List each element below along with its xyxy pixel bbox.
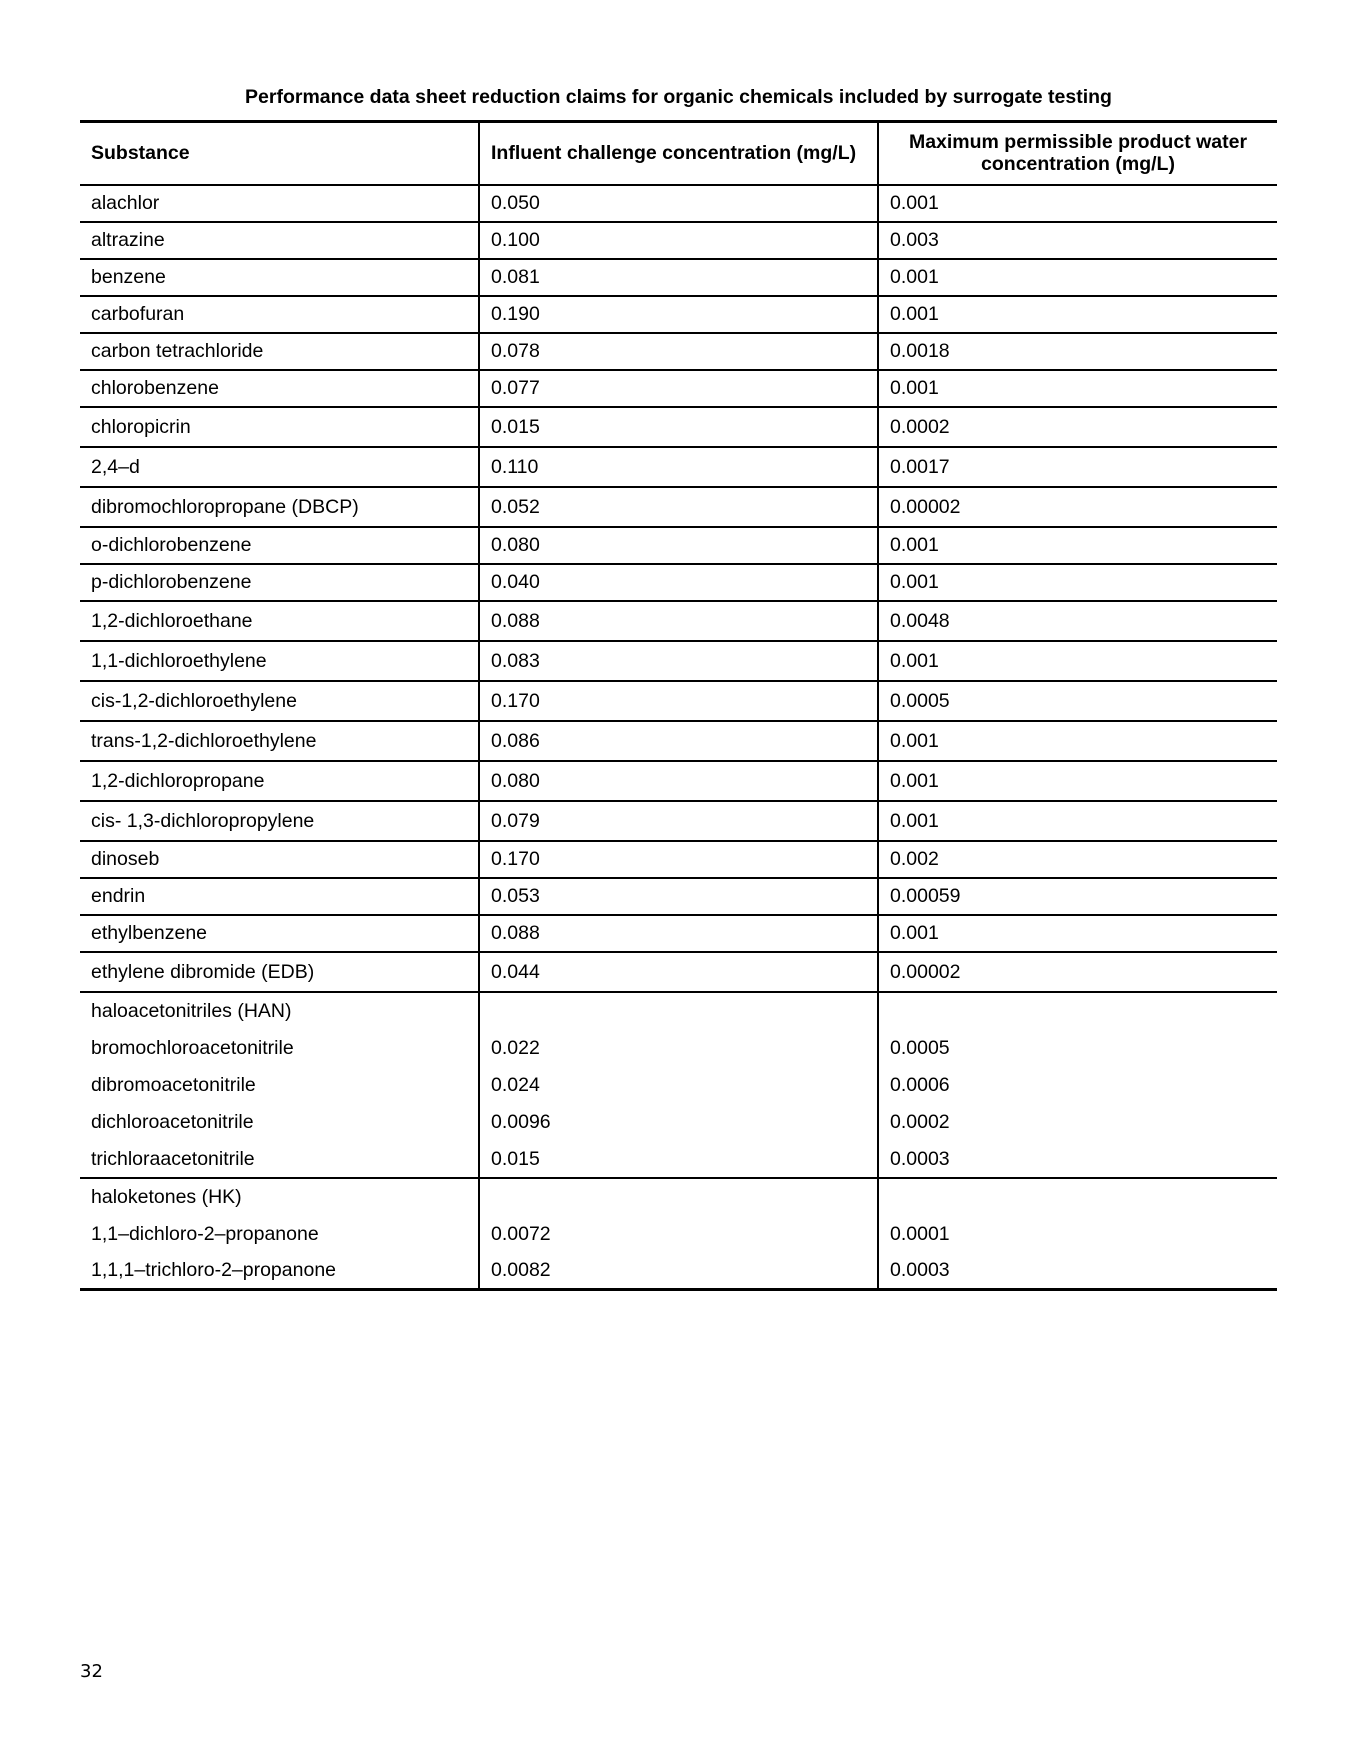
max-permissible-cell: 0.0003 <box>878 1141 1277 1178</box>
empty-cell <box>878 992 1277 1030</box>
influent-cell: 0.015 <box>479 1141 878 1178</box>
substance-cell: 2,4–d <box>91 455 140 478</box>
max-permissible-cell: 0.001 <box>878 641 1277 681</box>
influent-cell: 0.015 <box>479 407 878 447</box>
influent-cell: 0.110 <box>479 447 878 487</box>
max-permissible-cell: 0.0017 <box>878 447 1277 487</box>
max-permissible-cell: 0.002 <box>878 841 1277 878</box>
influent-cell: 0.170 <box>479 841 878 878</box>
group-item-row <box>80 1216 1277 1253</box>
influent-cell: 0.083 <box>479 641 878 681</box>
influent-cell: 0.022 <box>479 1030 878 1067</box>
max-permissible-cell: 0.001 <box>878 801 1277 841</box>
influent-cell: 0.0072 <box>479 1216 878 1253</box>
substance-cell: carbofuran <box>91 303 185 325</box>
table-row <box>80 801 1277 841</box>
substance-cell: 1,1-dichloroethylene <box>91 649 267 672</box>
max-permissible-cell: 0.0003 <box>878 1253 1277 1290</box>
influent-cell: 0.053 <box>479 878 878 915</box>
influent-cell: 0.088 <box>479 601 878 641</box>
max-permissible-cell: 0.0005 <box>878 1030 1277 1067</box>
influent-cell: 0.050 <box>479 185 878 222</box>
table-row <box>80 222 1277 259</box>
substance-cell: ethylbenzene <box>91 922 208 944</box>
max-permissible-cell: 0.001 <box>878 296 1277 333</box>
table-title: Performance data sheet reduction claims for organic chemicals included by surrogate testing <box>245 86 1112 108</box>
influent-cell: 0.080 <box>479 761 878 801</box>
max-permissible-cell: 0.001 <box>878 564 1277 601</box>
substance-cell: o-dichlorobenzene <box>91 534 252 556</box>
max-permissible-cell: 0.001 <box>878 761 1277 801</box>
influent-cell: 0.024 <box>479 1067 878 1104</box>
table-row <box>80 487 1277 527</box>
substance-cell: dinoseb <box>91 848 160 870</box>
influent-cell: 0.100 <box>479 222 878 259</box>
max-permissible-cell: 0.00059 <box>878 878 1277 915</box>
substance-cell: p-dichlorobenzene <box>91 571 252 593</box>
table-row <box>80 259 1277 296</box>
max-permissible-cell: 0.001 <box>878 721 1277 761</box>
table-row <box>80 447 1277 487</box>
table-row <box>80 564 1277 601</box>
max-permissible-cell: 0.0002 <box>878 407 1277 447</box>
substance-cell: chlorobenzene <box>91 377 219 399</box>
table-row <box>80 761 1277 801</box>
header-substance: Substance <box>91 142 190 165</box>
influent-cell: 0.0096 <box>479 1104 878 1141</box>
substance-cell: ethylene dibromide (EDB) <box>91 960 315 983</box>
substance-cell: chloropicrin <box>91 415 191 438</box>
max-permissible-cell: 0.001 <box>878 259 1277 296</box>
substance-cell: 1,1,1–trichloro-2–propanone <box>91 1259 337 1282</box>
table-row <box>80 407 1277 447</box>
influent-cell: 0.170 <box>479 681 878 721</box>
influent-cell: 0.080 <box>479 527 878 564</box>
max-permissible-cell: 0.001 <box>878 915 1277 952</box>
substance-cell: alachlor <box>91 192 160 214</box>
empty-cell <box>479 992 878 1030</box>
header-max-permissible: Maximum permissible product water concentration (mg/L) <box>878 122 1277 185</box>
page-number: 32 <box>80 1661 103 1682</box>
substance-cell: trans-1,2-dichloroethylene <box>91 729 317 752</box>
group-name-cell: haloketones (HK) <box>91 1186 242 1208</box>
substance-cell: cis- 1,3-dichloropropylene <box>91 809 315 832</box>
max-permissible-cell: 0.0006 <box>878 1067 1277 1104</box>
substance-cell: carbon tetrachloride <box>91 340 264 362</box>
group-item-row <box>80 1104 1277 1141</box>
max-permissible-cell: 0.001 <box>878 185 1277 222</box>
max-permissible-cell: 0.0018 <box>878 333 1277 370</box>
table-row <box>80 370 1277 407</box>
max-permissible-cell: 0.001 <box>878 527 1277 564</box>
influent-cell: 0.086 <box>479 721 878 761</box>
influent-cell: 0.040 <box>479 564 878 601</box>
group-header-row <box>80 992 1277 1030</box>
table-row <box>80 841 1277 878</box>
max-permissible-cell: 0.0048 <box>878 601 1277 641</box>
max-permissible-cell: 0.00002 <box>878 487 1277 527</box>
table-row <box>80 681 1277 721</box>
table-row <box>80 721 1277 761</box>
substance-cell: dibromoacetonitrile <box>91 1074 256 1096</box>
substance-cell: endrin <box>91 885 146 907</box>
substance-cell: 1,2-dichloropropane <box>91 769 265 792</box>
group-name-cell: haloacetonitriles (HAN) <box>91 1000 292 1022</box>
influent-cell: 0.077 <box>479 370 878 407</box>
max-permissible-cell: 0.00002 <box>878 952 1277 992</box>
empty-cell <box>479 1178 878 1216</box>
table-row <box>80 601 1277 641</box>
influent-cell: 0.088 <box>479 915 878 952</box>
group-item-row <box>80 1141 1277 1178</box>
influent-cell: 0.081 <box>479 259 878 296</box>
group-item-row <box>80 1030 1277 1067</box>
influent-cell: 0.079 <box>479 801 878 841</box>
influent-cell: 0.078 <box>479 333 878 370</box>
influent-cell: 0.044 <box>479 952 878 992</box>
max-permissible-cell: 0.001 <box>878 370 1277 407</box>
max-permissible-cell: 0.0005 <box>878 681 1277 721</box>
header-influent: Influent challenge concentration (mg/L) <box>479 122 878 185</box>
substance-cell: benzene <box>91 266 166 288</box>
substance-cell: altrazine <box>91 229 165 251</box>
table-row <box>80 915 1277 952</box>
table-row <box>80 296 1277 333</box>
group-header-row <box>80 1178 1277 1216</box>
table-row <box>80 952 1277 992</box>
substance-cell: bromochloroacetonitrile <box>91 1037 294 1059</box>
table-header-row <box>80 122 1277 185</box>
substance-cell: 1,2-dichloroethane <box>91 609 253 632</box>
influent-cell: 0.0082 <box>479 1253 878 1290</box>
substance-cell: 1,1–dichloro-2–propanone <box>91 1223 319 1245</box>
influent-cell: 0.190 <box>479 296 878 333</box>
max-permissible-cell: 0.0001 <box>878 1216 1277 1253</box>
group-item-row <box>80 1067 1277 1104</box>
group-item-row <box>80 1253 1277 1290</box>
reduction-claims-table <box>80 120 1277 1291</box>
substance-cell: cis-1,2-dichloroethylene <box>91 689 297 712</box>
substance-cell: trichloraacetonitrile <box>91 1147 255 1170</box>
table-row <box>80 527 1277 564</box>
influent-cell: 0.052 <box>479 487 878 527</box>
table-row <box>80 185 1277 222</box>
table-row <box>80 641 1277 681</box>
table-row <box>80 878 1277 915</box>
substance-cell: dibromochloropropane (DBCP) <box>91 495 359 518</box>
substance-cell: dichloroacetonitrile <box>91 1111 254 1133</box>
empty-cell <box>878 1178 1277 1216</box>
max-permissible-cell: 0.0002 <box>878 1104 1277 1141</box>
max-permissible-cell: 0.003 <box>878 222 1277 259</box>
table-body <box>80 185 1277 1290</box>
table-row <box>80 333 1277 370</box>
